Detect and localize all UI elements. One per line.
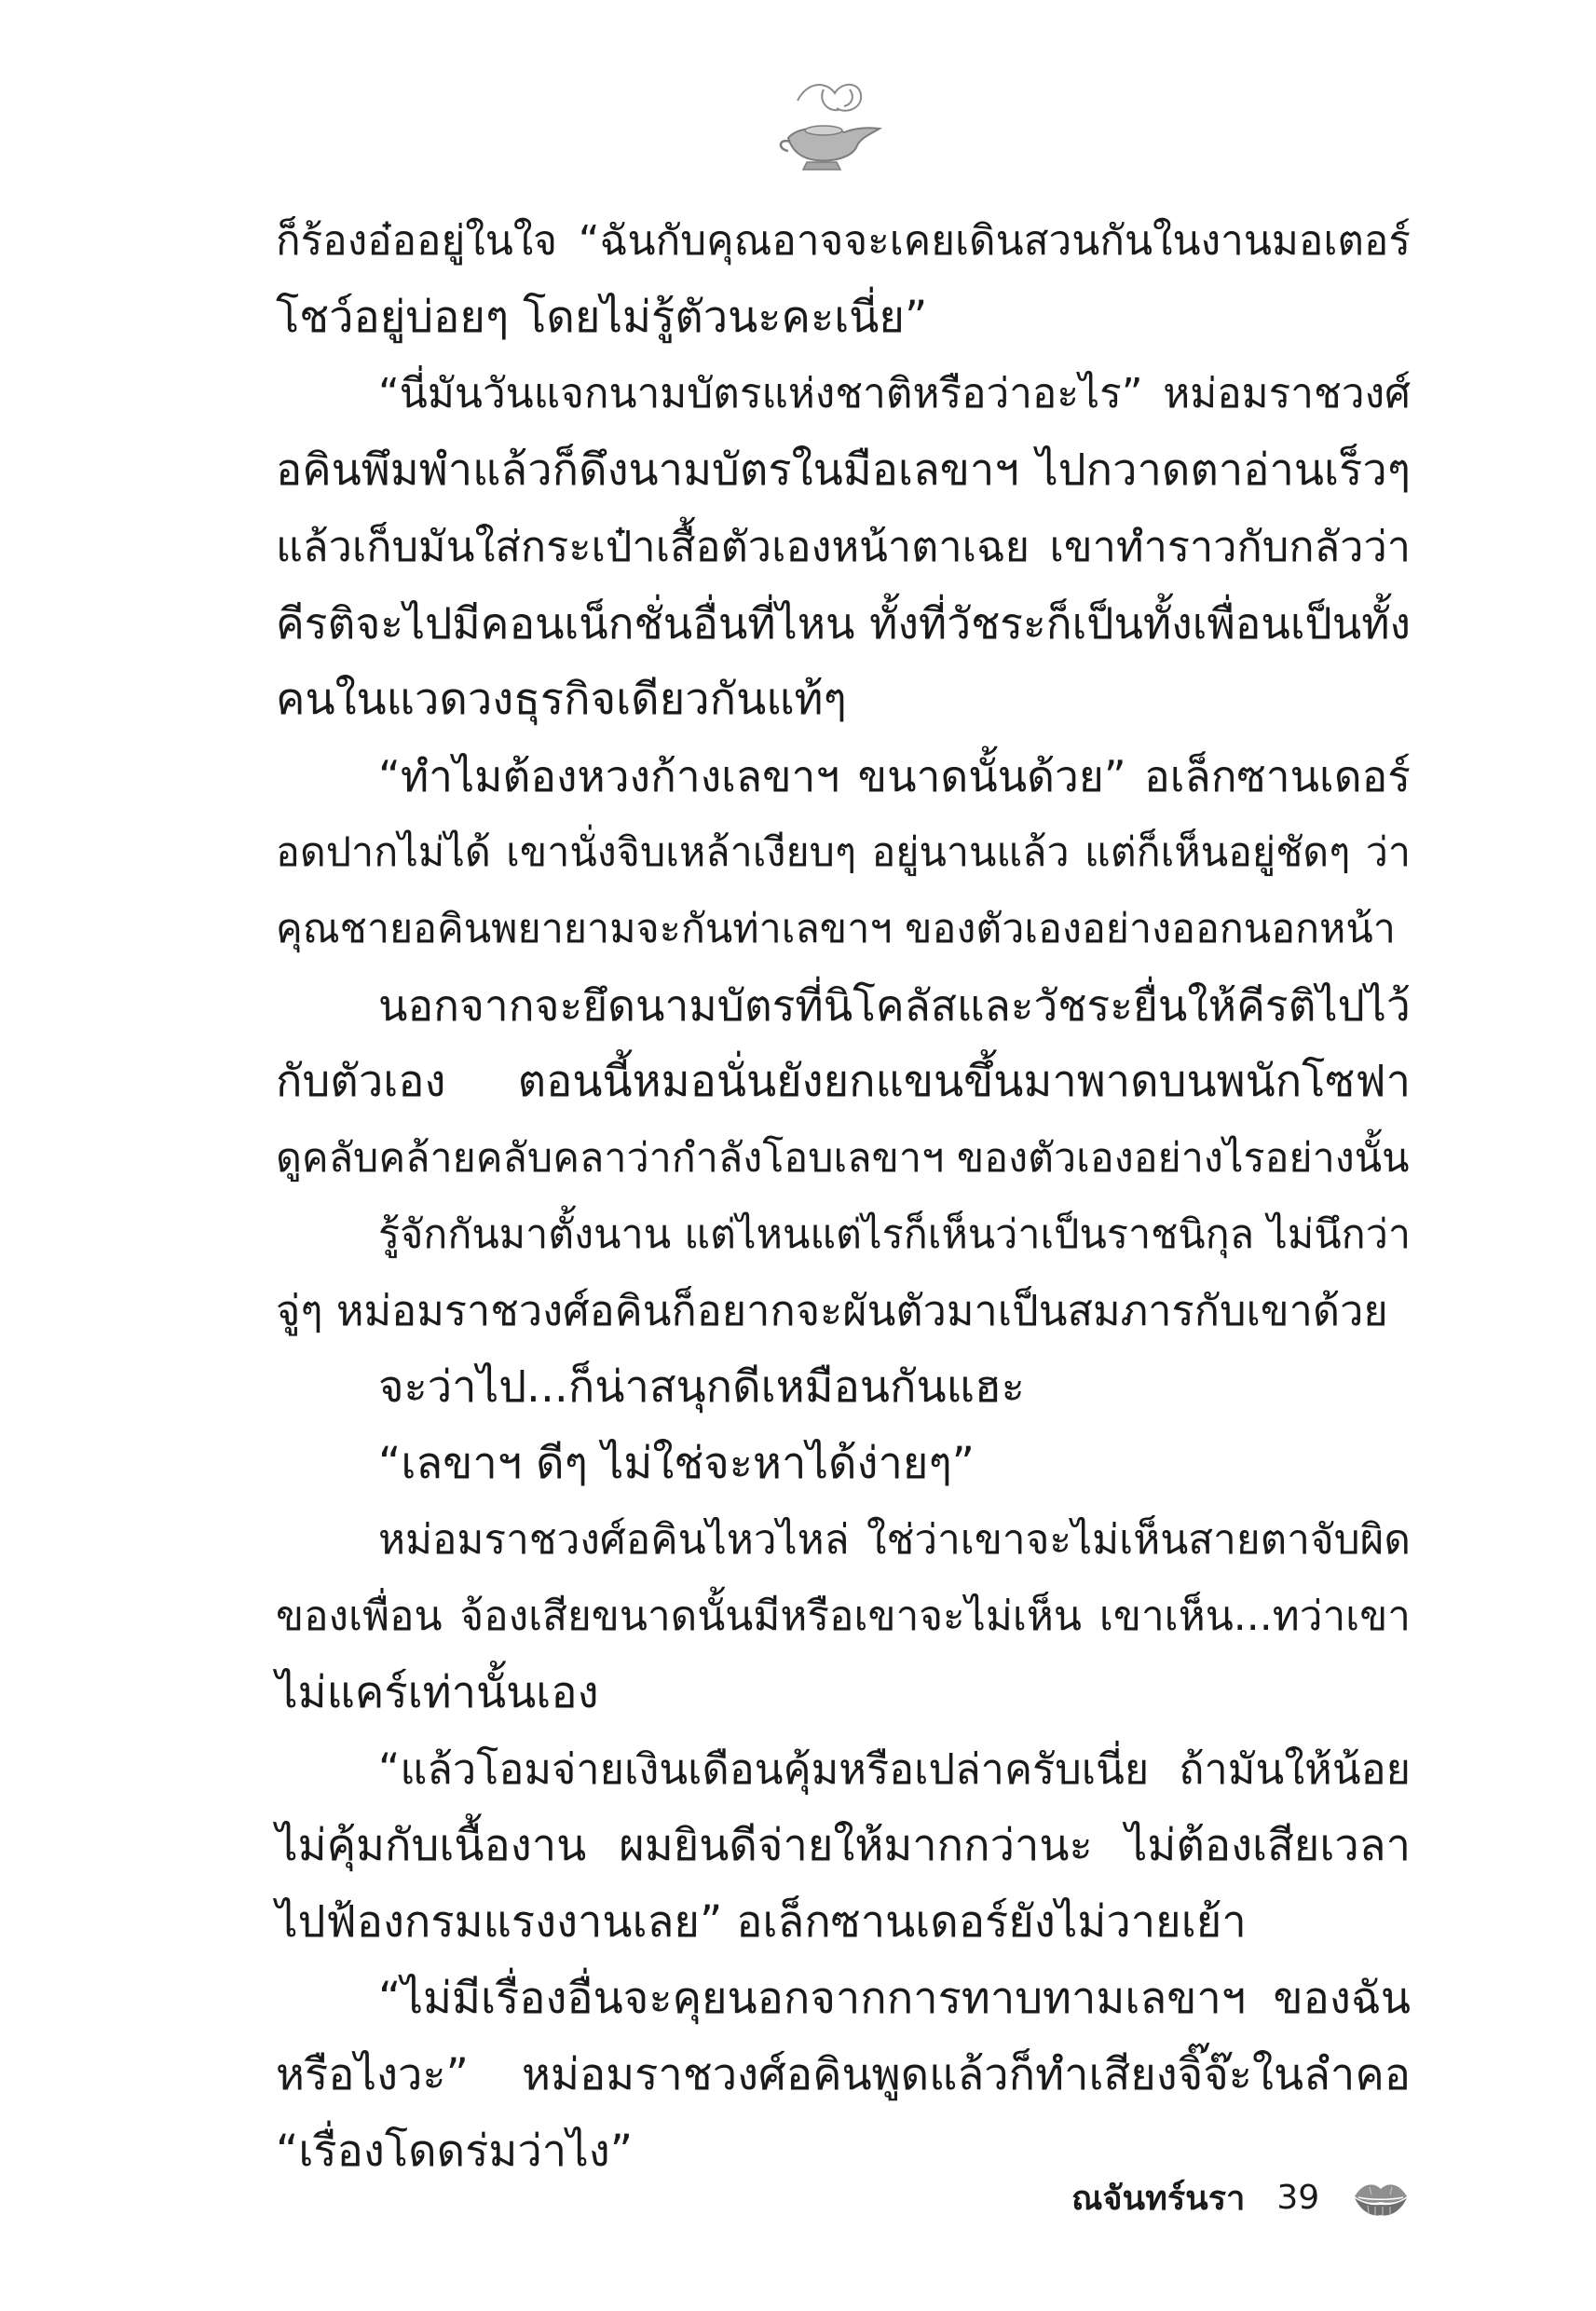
page-number: 39 [1276, 2178, 1320, 2217]
text-line: กับตัวเอง ตอนนี้หมอนั่นยังยกแขนขึ้นมาพาดบนพนักโซฟา [276, 1056, 1411, 1107]
text-line: “เรื่องโดดร่มว่าไง” [276, 2126, 634, 2177]
text-line: นอกจากจะยึดนามบัตรที่นิโคลัสและวัชระยื่นให้คีรติไปไว้ [378, 980, 1411, 1031]
text-line: คีรติจะไปมีคอนเน็กชั่นอื่นที่ไหน ทั้งที่วัชระก็เป็นทั้งเพื่อนเป็นทั้ง [276, 598, 1411, 649]
text-line: คนในแวดวงธุรกิจเดียวกันแท้ๆ [276, 674, 847, 725]
text-line: ไปฟ้องกรมแรงงานเลย” อเล็กซานเดอร์ยังไม่วายเย้า [276, 1896, 1247, 1948]
text-line: จะว่าไป...ก็น่าสนุกดีเหมือนกันแฮะ [378, 1361, 1025, 1413]
text-line: ก็ร้องอ๋ออยู่ในใจ “ฉันกับคุณอาจจะเคยเดินสวนกันในงานมอเตอร์ [276, 217, 1411, 265]
text-line: โชว์อยู่บ่อยๆ โดยไม่รู้ตัวนะคะเนี่ย” [276, 292, 928, 343]
text-line: อดปากไม่ได้ เขานั่งจิบเหล้าเงียบๆ อยู่นานแล้ว แต่ก็เห็นอยู่ชัดๆ ว่า [276, 829, 1411, 876]
text-line: “แล้วโอมจ่ายเงินเดือนคุ้มหรือเปล่าครับเนี่ย ถ้ามันให้น้อย [378, 1744, 1411, 1794]
author-name: ณจันทร์นรา [1071, 2179, 1246, 2218]
text-line: หม่อมราชวงศ์อคินไหวไหล่ ใช่ว่าเขาจะไม่เห็นสายตาจับผิด [378, 1516, 1411, 1564]
text-line: แล้วเก็บมันใส่กระเป๋าเสื้อตัวเองหน้าตาเฉย เขาทำราวกับกลัวว่า [276, 522, 1411, 571]
text-line: ไม่คุ้มกับเนื้องาน ผมยินดีจ่ายให้มากกว่านะ ไม่ต้องเสียเวลา [276, 1820, 1411, 1871]
page-footer [1071, 2160, 1411, 2235]
lips-icon [1351, 2174, 1411, 2221]
text-line: คุณชายอคินพยายามจะกันท่าเลขาฯ ของตัวเองอย่างออกนอกหน้า [276, 906, 1396, 952]
text-line: ของเพื่อน จ้องเสียขนาดนั้นมีหรือเขาจะไม่เห็น เขาเห็น...ทว่าเขา [276, 1593, 1411, 1640]
text-line: รู้จักกันมาตั้งนาน แต่ไหนแต่ไรก็เห็นว่าเป็นราชนิกุล ไม่นึกว่า [378, 1211, 1411, 1258]
text-line: “ไม่มีเรื่องอื่นจะคุยนอกจากการทาบทามเลขาฯ ของฉัน [378, 1973, 1411, 2024]
text-line: “ทำไมต้องหวงก้างเลขาฯ ขนาดนั้นด้วย” อเล็กซานเดอร์ [378, 751, 1411, 801]
text-line: จู่ๆ หม่อมราชวงศ์อคินก็อยากจะผันตัวมาเป็นสมภารกับเขาด้วย [276, 1286, 1388, 1335]
body-text [276, 203, 1411, 2190]
text-line: ดูคลับคล้ายคลับคลาว่ากำลังโอบเลขาฯ ของตัวเองอย่างไรอย่างนั้น [276, 1135, 1410, 1182]
text-line: อคินพึมพำแล้วก็ดึงนามบัตรในมือเลขาฯ ไปกวาดตาอ่านเร็วๆ [276, 444, 1411, 496]
text-line: “นี่มันวันแจกนามบัตรแห่งชาติหรือว่าอะไร” หม่อมราชวงศ์ [378, 370, 1411, 417]
text-line: หรือไงวะ” หม่อมราชวงศ์อคินพูดแล้วก็ทำเสียงจิ๊จ๊ะในลำคอ [276, 2049, 1411, 2100]
text-line: ไม่แคร์เท่านั้นเอง [276, 1667, 599, 1718]
text-line: “เลขาฯ ดีๆ ไม่ใช่จะหาได้ง่ายๆ” [378, 1438, 975, 1489]
genie-lamp-icon [770, 73, 891, 175]
